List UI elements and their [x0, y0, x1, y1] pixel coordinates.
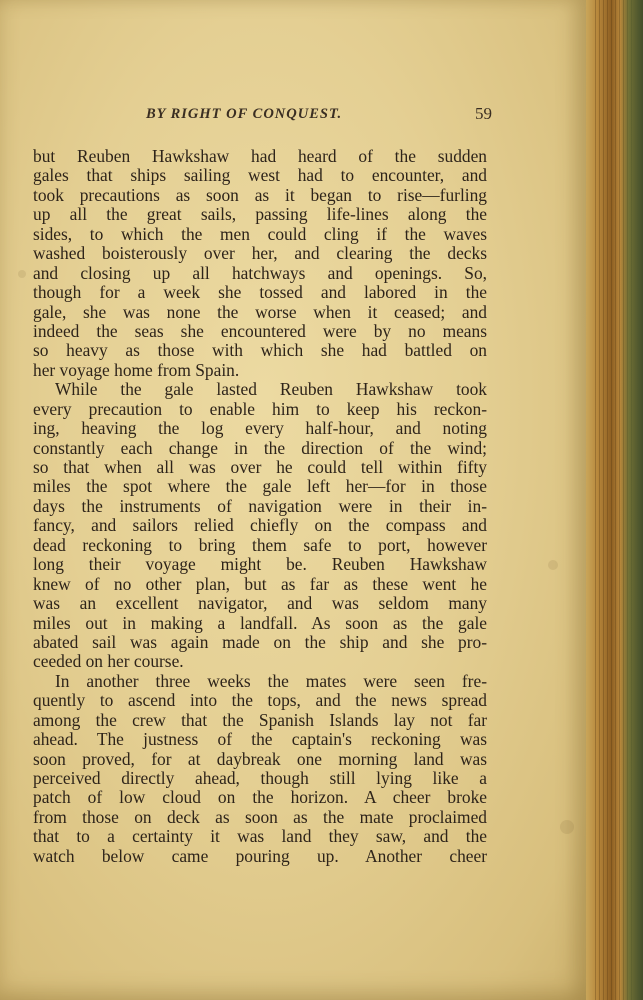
page-header — [36, 100, 492, 130]
text-line: quently to ascend into the tops, and the news spread — [33, 691, 487, 711]
text-line: her voyage home from Spain. — [33, 360, 240, 380]
text-line: miles out in making a landfall. As soon as the gale — [33, 613, 487, 633]
text-line: constantly each change in the direction of the wind; — [33, 438, 487, 458]
text-line: washed boisterously over her, and clearing the decks — [33, 244, 487, 264]
text-line: While the gale lasted Reuben Hawkshaw took — [55, 380, 487, 400]
text-line: indeed the seas she encountered were by no means — [33, 321, 487, 341]
text-line: gale, she was none the worse when it ceased; and — [33, 302, 487, 322]
text-line: long their voyage might be. Reuben Hawkshaw — [33, 555, 487, 575]
text-line: ahead. The justness of the captain's reckoning was — [33, 730, 487, 750]
text-line: sides, to which the men could cling if the waves — [33, 224, 487, 244]
text-line: so that when all was over he could tell within fifty — [33, 458, 487, 477]
text-line: days the instruments of navigation were in their in- — [33, 496, 487, 516]
text-line: perceived directly ahead, though still lying like a — [33, 769, 487, 788]
text-line: knew of no other plan, but as far as these went he — [33, 574, 487, 594]
text-line: soon proved, for at daybreak one morning land was — [33, 749, 487, 769]
text-line: abated sail was again made on the ship and she pro- — [33, 632, 487, 652]
text-line: ceeded on her course. — [33, 652, 184, 672]
text-line: every precaution to enable him to keep his reckon- — [33, 399, 487, 419]
text-line: dead reckoning to bring them safe to port, however — [33, 535, 487, 555]
binding-edge — [620, 0, 643, 1000]
text-line: up all the great sails, passing life-lines along the — [33, 205, 487, 225]
text-line: so heavy as those with which she had battled on — [33, 341, 487, 361]
text-line: that to a certainty it was land they saw, and the — [33, 827, 487, 847]
text-line: fancy, and sailors relied chiefly on the compass and — [33, 516, 487, 536]
page-number: 59 — [475, 104, 492, 123]
text-line: though for a week she tossed and labored in the — [33, 283, 487, 303]
text-line: patch of low cloud on the horizon. A cheer broke — [33, 788, 487, 808]
text-line: watch below came pouring up. Another cheer — [33, 846, 487, 866]
text-line: gales that ships sailing west had to encounter, and — [33, 166, 487, 186]
text-line: from those on deck as soon as the mate proclaimed — [33, 807, 487, 827]
body-text — [33, 147, 487, 866]
text-line: In another three weeks the mates were seen fre- — [55, 671, 487, 691]
text-line: and closing up all hatchways and openings. So, — [33, 263, 487, 283]
text-line: was an excellent navigator, and was seldom many — [33, 594, 487, 614]
text-line: but Reuben Hawkshaw had heard of the sudden — [33, 147, 487, 166]
text-line: ing, heaving the log every half-hour, and noting — [33, 419, 487, 439]
text-line: miles the spot where the gale left her—for in those — [33, 477, 487, 497]
text-line: took precautions as soon as it began to rise—furling — [33, 185, 487, 205]
running-title: BY RIGHT OF CONQUEST. — [146, 106, 343, 122]
text-line: among the crew that the Spanish Islands lay not far — [33, 710, 487, 730]
